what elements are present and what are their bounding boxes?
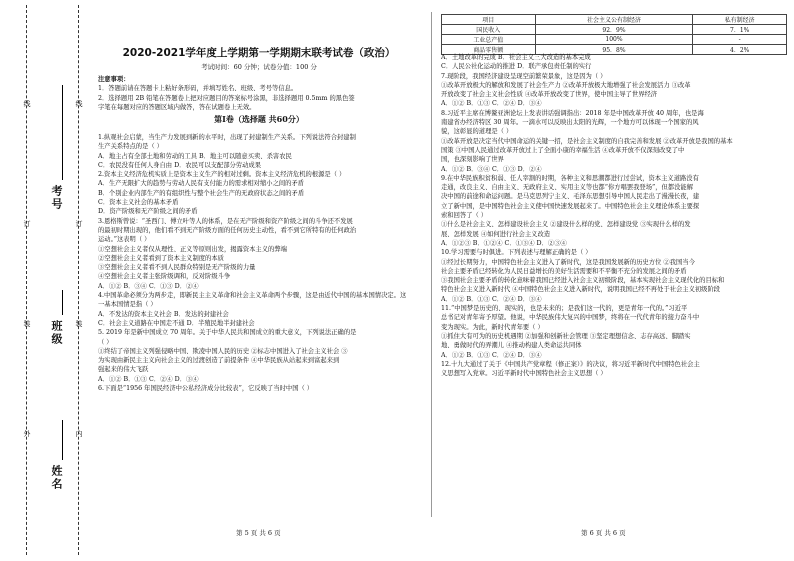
question-text-line: 南建省办经济特区 30 周年。一滴水可以反映出太阳的光辉，一个地方可以体现一个国家的风 xyxy=(441,119,699,127)
question-text-line: A．地主占有全部土地和劳动的工具 B．地主可以随意买卖、杀害农民 xyxy=(98,152,292,160)
note-line: 1．答题前请在答题卡上粘好条形码，并填写姓名、班级、考号等信息。 xyxy=(98,85,298,93)
question-text-line: 8.习近平主席在博鳌亚洲论坛上发表讲话强调指出：2018 年是中国改革开放 40 周年，也是海 xyxy=(441,109,704,117)
margin-ding-inner: 订 xyxy=(75,220,83,227)
table-row xyxy=(442,35,787,45)
margin-ding: 订 xyxy=(23,220,31,227)
question-text-line: ②空想社会主义者看到了资本主义制度的本质 xyxy=(98,254,224,262)
question-text-line: ③我国社会主要矛盾的转化意味着我国已经进入社会主义初级阶段，基本实现社会主义现代化的目标和 xyxy=(441,277,725,285)
table-row xyxy=(442,25,787,35)
question-text-line: 2.资本主义经济危机实质上是资本主义生产的相对过剩。资本主义经济危机的根源是（ ） xyxy=(98,171,346,179)
question-text-line: 地、勇做时代的弄潮儿 ④推动构建人类命运共同体 xyxy=(441,342,582,350)
question-text-line: 义思想写入党章。习近平新时代中国特色社会主义思想（ ） xyxy=(441,370,607,378)
question-text-line: （ ） xyxy=(98,338,113,346)
question-text-line: C．社会主义道路在中国走不通 D．半殖民地半封建社会 xyxy=(98,319,255,327)
table-cell: 国民收入 xyxy=(442,25,536,35)
question-text-line: ①改革开放是决定当代中国命运的关键一招，是社会主义制度的自我完善和发展 ②改革开放是我国的基本 xyxy=(441,137,733,145)
margin-xian-inner: 线 xyxy=(75,100,83,107)
right-page-footer: 第 6 页 共 6 页 xyxy=(581,529,626,537)
question-text-line: 走通，改良主义、自由主义、无政府主义、实用主义等也都“你方唱罢我登场”，但都没能解 xyxy=(441,184,694,192)
margin-xian: 线 xyxy=(23,100,31,107)
question-text-line: ①空想社会主义者仅从理性、正义等原则出发，揭露资本主义的弊端 xyxy=(98,245,287,253)
outer-dashed-line xyxy=(26,5,27,555)
question-text-line: A．①② B．③④ C．①③ D．②④ xyxy=(441,165,542,173)
table-cell: 92．9% xyxy=(535,25,693,35)
table-header-row xyxy=(442,15,787,25)
question-text-line: 5. 2019 年是新中国成立 70 周年。关于中华人民共和国成立的重大意义，下列说法正确的是 xyxy=(98,329,357,337)
question-text-line: 为实现由新民主主义向社会主义的过渡创造了前提条件 ④中华民族从站起来到富起来到 xyxy=(98,357,340,365)
exam-subtitle: 考试时间：60 分钟；试卷分值：100 分 xyxy=(201,63,317,71)
question-text-line: A．①② B．③④ C．①③ D．②④ xyxy=(98,282,199,290)
table-cell: 7．1% xyxy=(693,25,787,35)
right-page-questions xyxy=(441,53,787,378)
note-line: 注意事项： xyxy=(98,76,130,83)
left-page-questions xyxy=(98,133,420,393)
question-text-line: 11.“中国梦是历史的、现实的，也是未来的；是我们这一代的，更是青年一代的。”习近平 xyxy=(441,305,688,313)
question-text-line: ①改革开放极大的解放和发展了社会生产力 ②改革开放极大地增强了社会发展活力 ③改革 xyxy=(441,81,691,89)
table-cell: 工业总产值 xyxy=(442,35,536,45)
question-text-line: 貌，这彰显的道理是（ ） xyxy=(441,128,513,136)
question-text-line: 12.十九大通过了关于《中国共产党章程（修正案）》的决议，将习近平新时代中国特色社会主 xyxy=(441,360,700,368)
question-text-line: ①什么是社会主义、怎样建设社会主义 ②建设什么样的党、怎样建设党 ③实现什么样的发 xyxy=(441,221,691,229)
question-text-line: 变为现实。为此，新时代青年要（ ） xyxy=(441,323,544,331)
question-text-line: 总书记对青年寄予厚望。他说，中华民族伟大复兴的中国梦，终将在一代代青年的接力奋斗中 xyxy=(441,314,700,322)
question-text-line: 决中国的前途和命运问题。是马克思列宁主义、毛泽东思想引导中国人民走出了漫漫长夜，建 xyxy=(441,193,700,201)
table-header-cell: 社会主义公有制经济 xyxy=(535,15,693,25)
question-text-line: 强起来的伟大飞跃 xyxy=(98,366,149,374)
question-text-line: A．生产无限扩大的趋势与劳动人民有支付能力的需求相对缩小之间的矛盾 xyxy=(98,180,305,188)
question-text-line: C．人民公社化运动的推进 D．联产承包责任制的实行 xyxy=(441,63,592,71)
economy-table xyxy=(441,14,787,55)
question-text-line: 10.学习需要与时俱进。下列表述与理解正确的是（ ） xyxy=(441,249,592,257)
question-text-line: ①抓住大有可为的历史机遇期 ②加强和创新社会管理 ③坚定理想信念、志存高远、脚踏实 xyxy=(441,332,691,340)
question-text-line: 国，也深刻影响了世界 xyxy=(441,156,504,164)
question-text-line: C．资本主义社会的基本矛盾 xyxy=(98,199,179,207)
question-text-line: D．资产阶级和无产阶级之间的矛盾 xyxy=(98,208,198,216)
table-cell: 95．8% xyxy=(535,45,693,55)
name-field[interactable] xyxy=(62,420,63,460)
question-text-line: A．①② B．①③ C．②④ D．③④ xyxy=(441,351,542,359)
margin-zhuang: 装 xyxy=(23,320,31,327)
question-text-line: 生产关系特点的是（ ） xyxy=(98,143,163,151)
table-header-cell: 私有制经济 xyxy=(693,15,787,25)
question-text-line: 社会主要矛盾已经转化为人民日益增长的美好生活需要和不平衡不充分的发展之间的矛盾 xyxy=(441,267,687,275)
binding-margin xyxy=(0,0,88,561)
left-page-footer: 第 5 页 共 6 页 xyxy=(236,529,281,537)
question-text-line: 9.在中华民族积贫积弱、任人宰割的时期，各种主义和思潮都进行过尝试，资本主义道路没有 xyxy=(441,174,699,182)
question-text-line: A．土地改革的完成 B．社会主义三大改造的基本完成 xyxy=(441,54,591,61)
note-line: 2．选择题用 2B 铅笔在答题卷上把对应题目的答案标号涂黑，非选择题用 0.5mm 的黑色签 xyxy=(98,94,355,102)
question-text-line: A．不发达的资本主义社会 B．发达的封建社会 xyxy=(98,310,229,318)
question-text-line: A．①② B．①③ C．②④ D．③④ xyxy=(441,295,542,303)
section-title: 第Ⅰ卷（选择题 共60分） xyxy=(214,114,304,124)
question-text-line: 3.恩格斯曾说：“圣西门、傅立叶等人的体系，是在无产阶级和资产阶级之间的斗争还不发展 xyxy=(98,217,353,225)
question-text-line: 1.纵观社会启蒙，当生产力发展到新的水平时，出现了封建制生产关系。下列说法符合封建制 xyxy=(98,134,356,141)
table-cell: 100% xyxy=(535,35,693,45)
exam-number-field[interactable] xyxy=(62,85,63,180)
margin-zhuang-inner: 装 xyxy=(75,320,83,327)
question-text-line: 索和回答了（ ） xyxy=(441,212,488,220)
question-text-line: ④空想社会主义者主张阶级调和，反对阶级斗争 xyxy=(98,273,231,281)
exam-notes xyxy=(98,75,420,112)
page-divider xyxy=(431,12,432,517)
table-cell: 商品零售额 xyxy=(442,45,536,55)
margin-wai: 外 xyxy=(23,430,31,437)
class-label: 班级 xyxy=(50,320,63,346)
question-text-line: 6.下面是“1956 年国民经济中公私经济成分比较表”，它反映了当时中国（ ） xyxy=(98,385,314,393)
table-cell: - xyxy=(693,35,787,45)
question-text-line: A．①②③ B．①②④ C．①③④ D．②③④ xyxy=(441,239,567,247)
inner-dashed-line xyxy=(78,5,79,555)
table-cell: 4．2% xyxy=(693,45,787,55)
question-text-line: ①经过长期努力，中国特色社会主义进入了新时代，这是我国发展新的历史方位 ②我国当今 xyxy=(441,258,695,266)
question-text-line: 特色社会主义进入新时代 ④中国特色社会主义进入新时代，说明我国已经不再处于社会主义初级阶段 xyxy=(441,286,721,294)
name-label: 姓名 xyxy=(50,465,63,491)
question-text-line: 展、怎样发展 ④如何进行社会主义改造 xyxy=(441,230,551,238)
note-line: 字笔在每题对应的答题区域内做答，答在试题卷上无效。 xyxy=(98,103,256,111)
question-text-line: ①终结了帝国主义列强侵略中国、欺凌中国人民的历史 ②标志中国进入了社会主义社会 ③ xyxy=(98,347,348,355)
question-text-line: B．个别企业内部生产的有组织性与整个社会生产的无政府状态之间的矛盾 xyxy=(98,189,305,197)
question-text-line: 4.中国革命必须分为两步走，即新民主主义革命和社会主义革命两个步骤，这是由近代中国的基本国情决定。这 xyxy=(98,292,407,300)
question-text-line: A．①② B．①③ C．②④ D．③④ xyxy=(98,375,199,383)
exam-title: 2020-2021学年度上学期第一学期期末联考试卷（政治） xyxy=(122,47,396,59)
question-text-line: 一基本国情是指（ ） xyxy=(98,301,157,309)
exam-number-label: 考号 xyxy=(50,185,63,211)
question-text-line: 立了新中国，是中国特色社会主义使中国快速发展起来了。中国特色社会主义理论体系主要探 xyxy=(441,202,700,210)
margin-nei: 内 xyxy=(75,430,83,437)
question-text-line: 国策 ③中国人民通过改革开放过上了全面小康的幸福生活 ④改革开放不仅深刻改变了中 xyxy=(441,146,685,154)
question-text-line: 7.现阶段，我国经济建设呈现空前繁荣景象，这是因为（ ） xyxy=(441,72,607,80)
question-text-line: 的最初时期出现的，他们看不到无产阶级方面的任何历史主动性，看不到它所特有的任何政治 xyxy=(98,226,357,234)
table-header-cell: 项目 xyxy=(442,15,536,25)
question-text-line: 运动。”这表明（ ） xyxy=(98,236,151,244)
question-text-line: A．①② B．①③ C．②④ D．③④ xyxy=(441,100,542,108)
question-text-line: 开放改变了社会主义社会性质 ④改革开放改变了世界，使中国主导了世界经济 xyxy=(441,91,658,99)
class-field[interactable] xyxy=(62,290,63,315)
question-text-line: C．农民没有任何人身自由 D．农民可以支配部分劳动成果 xyxy=(98,161,261,169)
question-text-line: ③空想社会主义者看不到人民群众特别是无产阶级的力量 xyxy=(98,264,256,272)
